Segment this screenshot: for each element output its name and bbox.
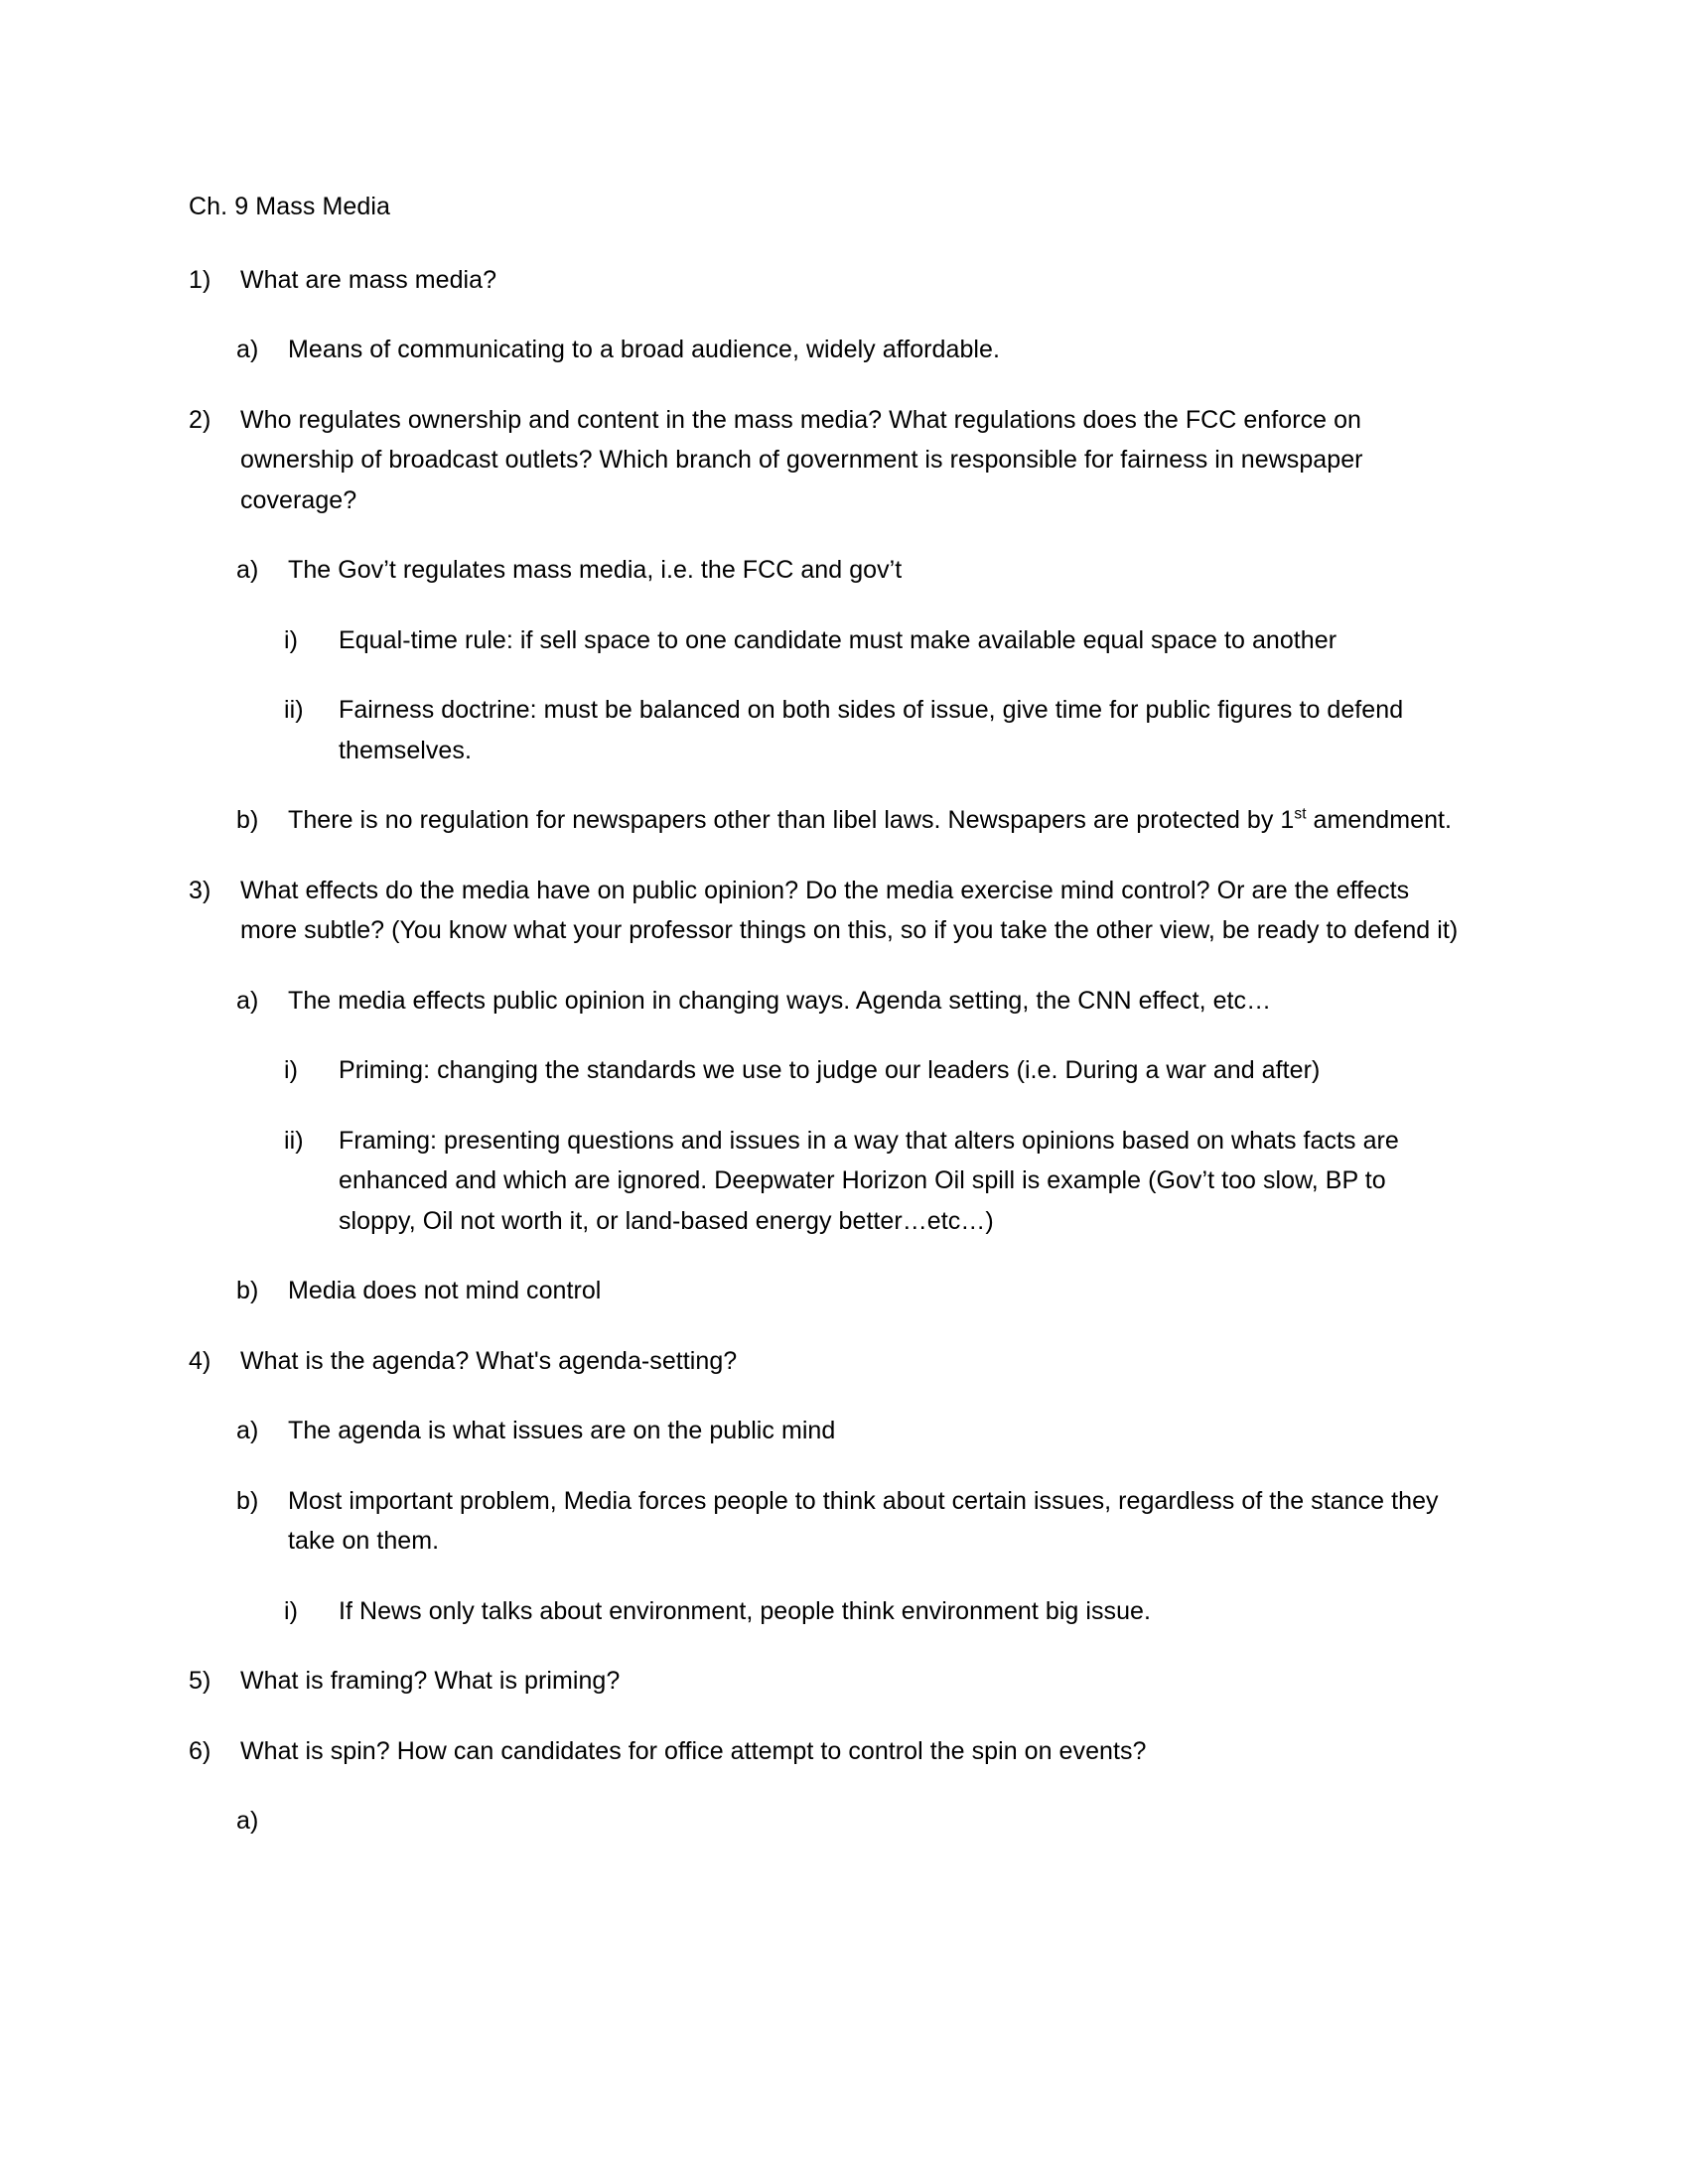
- outline-item-text: The agenda is what issues are on the public mind: [288, 1417, 836, 1444]
- outline-item-marker: 5): [189, 1667, 211, 1695]
- outline-item-text: Who regulates ownership and content in the mass media? What regulations does the FCC enforce on ownership of broadcast outlets? Which branch of government is responsible for fairness in newspaper coverage?: [240, 405, 1363, 514]
- outline-item: [189, 620, 1470, 661]
- outline-item: [189, 1481, 1470, 1562]
- outline-item-text: The media effects public opinion in changing ways. Agenda setting, the CNN effect, etc…: [288, 986, 1272, 1015]
- outline-item-text: Most important problem, Media forces people to think about certain issues, regardless of the stance they take on them.: [288, 1486, 1439, 1555]
- outline-item: [189, 330, 1470, 370]
- outline-item: [189, 1121, 1470, 1242]
- outline-item-text: What is framing? What is priming?: [240, 1667, 621, 1695]
- outline-item: [189, 800, 1470, 841]
- outline-item-text: Fairness doctrine: must be balanced on both sides of issue, give time for public figures to defend themselves.: [339, 696, 1404, 764]
- outline-item-text: Equal-time rule: if sell space to one candidate must make available equal space to another: [339, 625, 1337, 654]
- outline-item: [189, 981, 1470, 1022]
- outline-item-marker: 1): [189, 265, 211, 294]
- outline-item-marker: 4): [189, 1346, 211, 1375]
- outline-item: [189, 550, 1470, 591]
- outline-item: [189, 1341, 1470, 1382]
- outline-item-text: Framing: presenting questions and issues in a way that alters opinions based on whats facts are enhanced and which are ignored. Deepwater Horizon Oil spill is example (Gov’t too slow, BP to sloppy, Oil not worth it, or land-based energy better…etc…): [339, 1126, 1399, 1235]
- outline-item-text-part: amendment.: [1306, 806, 1453, 834]
- outline-item: [189, 1591, 1470, 1632]
- outline-item: [189, 1801, 1470, 1842]
- outline-item-text-part: There is no regulation for newspapers other than libel laws. Newspapers are protected by 1: [288, 806, 1295, 834]
- outline-item-marker: b): [236, 1277, 259, 1304]
- outline-item-marker: a): [236, 556, 259, 584]
- outline-item-marker: ii): [284, 696, 304, 724]
- outline-item-marker: ii): [284, 1126, 304, 1155]
- outline-item-marker: a): [236, 1807, 259, 1835]
- outline-item-text: If News only talks about environment, people think environment big issue.: [339, 1596, 1151, 1625]
- outline-item-marker: i): [284, 625, 298, 654]
- outline-item-text: The Gov’t regulates mass media, i.e. the FCC and gov’t: [288, 556, 903, 584]
- outline-item-marker: b): [236, 806, 259, 834]
- outline-item: [189, 260, 1470, 301]
- outline-item: [189, 1050, 1470, 1091]
- outline-item-marker: 6): [189, 1736, 211, 1765]
- outline-item-text: What are mass media?: [240, 265, 497, 294]
- page-title: Ch. 9 Mass Media: [189, 193, 391, 220]
- outline-item-marker: a): [236, 336, 259, 363]
- outline-item-text: Media does not mind control: [288, 1277, 602, 1304]
- outline-item-text: What is spin? How can candidates for office attempt to control the spin on events?: [240, 1736, 1147, 1765]
- outline-item-text: Means of communicating to a broad audience, widely affordable.: [288, 336, 1000, 363]
- document-body: [189, 189, 1470, 1871]
- outline-item-marker: i): [284, 1056, 298, 1084]
- outline-list: [189, 260, 1470, 1842]
- outline-item: [189, 690, 1470, 770]
- outline-item-text: What effects do the media have on public opinion? Do the media exercise mind control? Or are the effects more subtle? (You know what your professor things on this, so if you take the other view, be ready to defend it): [240, 876, 1459, 944]
- outline-item: [189, 1411, 1470, 1451]
- outline-item: [189, 1271, 1470, 1311]
- outline-item: [189, 400, 1470, 521]
- outline-item-marker: 2): [189, 405, 211, 434]
- ordinal-suffix: st: [1294, 805, 1307, 823]
- outline-item-marker: i): [284, 1596, 298, 1625]
- outline-item-marker: b): [236, 1486, 259, 1515]
- outline-item: [189, 1661, 1470, 1702]
- outline-item: [189, 871, 1470, 951]
- outline-item-marker: 3): [189, 876, 211, 904]
- outline-item-text: Priming: changing the standards we use to judge our leaders (i.e. During a war and after): [339, 1056, 1321, 1084]
- outline-item: [189, 1731, 1470, 1772]
- outline-item-text: What is the agenda? What's agenda-setting?: [240, 1346, 738, 1375]
- outline-item-marker: a): [236, 1417, 259, 1444]
- outline-item-marker: a): [236, 986, 259, 1015]
- outline-item-text: [288, 800, 1470, 841]
